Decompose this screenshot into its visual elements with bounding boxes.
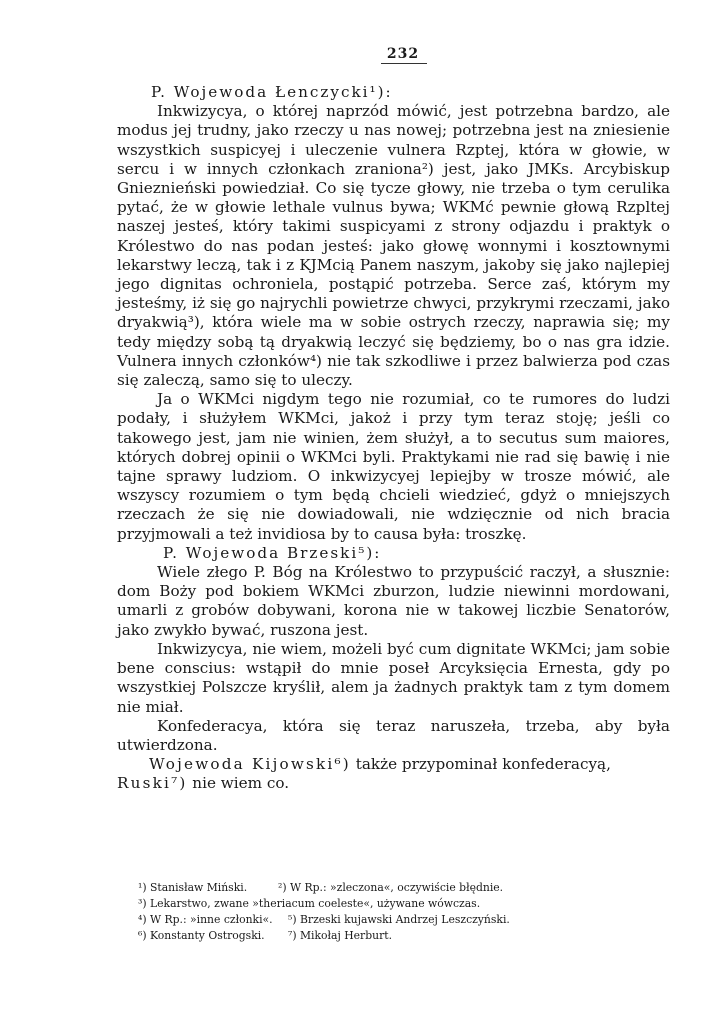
footnote-5: ⁵) Brzeski kujawski Andrzej Leszczyński.	[288, 913, 510, 926]
paragraph-inkwizycya: Inkwizycya, nie wiem, możeli być cum dignitate WKMci; jam sobie bene conscius: wstąpił do mnie poseł Arcyksięcia Ernesta, gdy po wszystkiej Polszcze kryślił, alem ja żadnych praktyk tam z tym domem nie miał.	[117, 639, 670, 716]
footnote-7: ⁷) Mikołaj Herburt.	[288, 929, 393, 942]
footnote-1: ¹) Stanisław Miński.	[138, 881, 248, 894]
footnotes	[138, 880, 588, 944]
speaker-text-ruski: nie wiem co.	[187, 774, 290, 793]
paragraph-kijowski	[117, 755, 670, 774]
speaker-heading-brzeski: P. Wojewoda Brzeski⁵):	[163, 543, 382, 562]
page-number-rule	[381, 63, 427, 64]
speaker-heading-lenczycki: P. Wojewoda Łenczycki¹):	[151, 83, 393, 101]
speaker-name-kijowski: Wojewoda Kijowski⁶)	[149, 755, 351, 774]
footnote-6: ⁶) Konstanty Ostrogski.	[138, 929, 265, 942]
paragraph-inquisition-speech: Inkwizycya, o której naprzód mówić, jest potrzebna bardzo, ale modus jej trudny, jako rzeczy u nas nowej; potrzebna jest na zniesienie wszystkich suspicyej i uleczenie vulnera Rzptej, która w głowie, w sercu i w innych członkach zraniona²) jest, jako JMKs. Arcybiskup Gnieznieński powiedział. Co się tycze głowy, nie trzeba o tym cerulika pytać, że w głowie lethale vulnus bywa; WKMć pewnie głową Rzpltej naszej jesteś, który takimi suspicyami z strony odjazdu i praktyk o Królestwo do nas podan jesteś: jako głowę wonnymi i kosztownymi lekarstwy leczą, tak i z KJMcią Panem naszym, jakoby się jako najlepiej jego dignitas ochroniela, postąpić potrzeba. Serce zaś, którym my jesteśmy, iż się go najrychli powietrze chwyci, przykrymi rzeczami, jako dryakwią³), która wiele ma w sobie ostrych rzeczy, naprawia się; my tedy między sobą tą dryakwią leczyć się będziemy, bo o nas gra idzie. Vulnera innych członków⁴) nie tak szkodliwe i przez balwierza pod czas się zaleczą, samo się to uleczy.	[117, 102, 670, 390]
paragraph-konfederacya: Konfederacya, która się teraz naruszeła, trzeba, aby była utwierdzona.	[117, 716, 670, 754]
paragraph-rumores: Ja o WKMci nigdym tego nie rozumiał, co te rumores do ludzi podały, i służyłem WKMci, jakoż i przy tym teraz stoję; jeśli co takowego jest, jam nie winien, żem służył, a to secutus sum maiores, których dobrej opinii o WKMci byli. Praktykami nie rad się bawię i nie tajne sprawy ludziom. O inkwizycyej lepiejby w trosze mówić, ale wszyscy rozumiem o tym będą chcieli wiedzieć, gdyż o mniejszych rzeczach że się nie dowiadowali, nie wdzięcznie od nich bracia przyjmowali a też invidiosa by to causa była: troszkę.	[117, 390, 670, 543]
footnote-row	[138, 912, 588, 928]
footnote-3: ³) Lekarstwo, zwane »theriacum coeleste«, używane wówczas.	[138, 897, 481, 910]
page-number: 232	[386, 46, 420, 62]
speaker-name-ruski: Ruski⁷)	[117, 774, 188, 793]
footnote-row	[138, 880, 588, 896]
speaker-text-kijowski: także przypominał konfederacyą,	[350, 755, 611, 774]
footnote-row	[138, 928, 588, 944]
footnote-4: ⁴) W Rp.: »inne członki«.	[138, 913, 273, 926]
footnote-row	[138, 896, 588, 912]
footnote-2: ²) W Rp.: »zleczona«, oczywiście błędnie.	[278, 881, 504, 894]
paragraph-wiele-zlego: Wiele złego P. Bóg na Królestwo to przypuścić raczył, a słusznie: dom Boży pod bokiem WKMci zburzon, ludzie niewinni mordowani, umarli z grobów dobywani, korona nie w takowej liczbie Senatorów, jako zwykło bywać, ruszona jest.	[117, 563, 670, 639]
body-text	[117, 83, 670, 794]
paragraph-ruski	[117, 774, 670, 793]
